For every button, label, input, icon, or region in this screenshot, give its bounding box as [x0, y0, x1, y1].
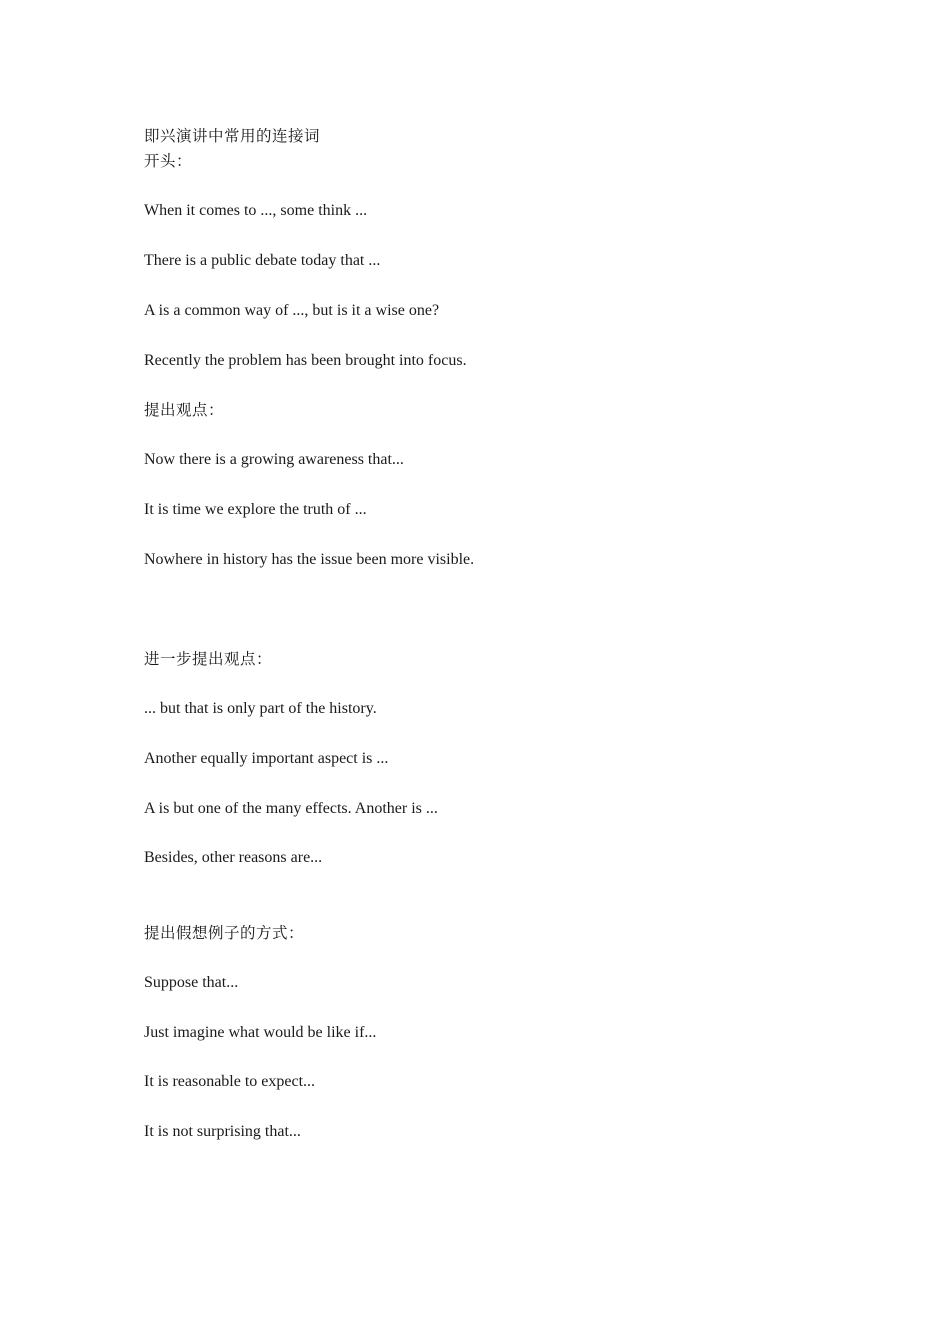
phrase-line: It is time we explore the truth of ... — [144, 501, 367, 518]
phrase-line: ... but that is only part of the history. — [144, 700, 377, 717]
section-heading-hypothetical-examples: 提出假想例子的方式： — [144, 924, 305, 942]
phrase-line: It is reasonable to expect... — [144, 1073, 316, 1090]
phrase-line: There is a public debate today that ... — [144, 252, 381, 269]
phrase-line: Besides, other reasons are... — [144, 849, 323, 866]
phrase-line: Recently the problem has been brought into focus. — [144, 352, 467, 369]
phrase-line: A is but one of the many effects. Another is ... — [144, 800, 438, 817]
phrase-line: Suppose that... — [144, 974, 239, 991]
phrase-line: Just imagine what would be like if... — [144, 1024, 377, 1041]
document-title: 即兴演讲中常用的连接词 — [144, 127, 321, 145]
phrase-line: A is a common way of ..., but is it a wise one? — [144, 302, 440, 319]
section-heading-further-viewpoint: 进一步提出观点： — [144, 650, 273, 668]
phrase-line: It is not surprising that... — [144, 1123, 301, 1140]
section-heading-viewpoint: 提出观点： — [144, 401, 225, 419]
phrase-line: Nowhere in history has the issue been more visible. — [144, 551, 475, 568]
phrase-line: When it comes to ..., some think ... — [144, 202, 368, 219]
phrase-line: Now there is a growing awareness that... — [144, 451, 404, 468]
section-heading-opening: 开头： — [144, 152, 193, 170]
phrase-line: Another equally important aspect is ... — [144, 750, 389, 767]
